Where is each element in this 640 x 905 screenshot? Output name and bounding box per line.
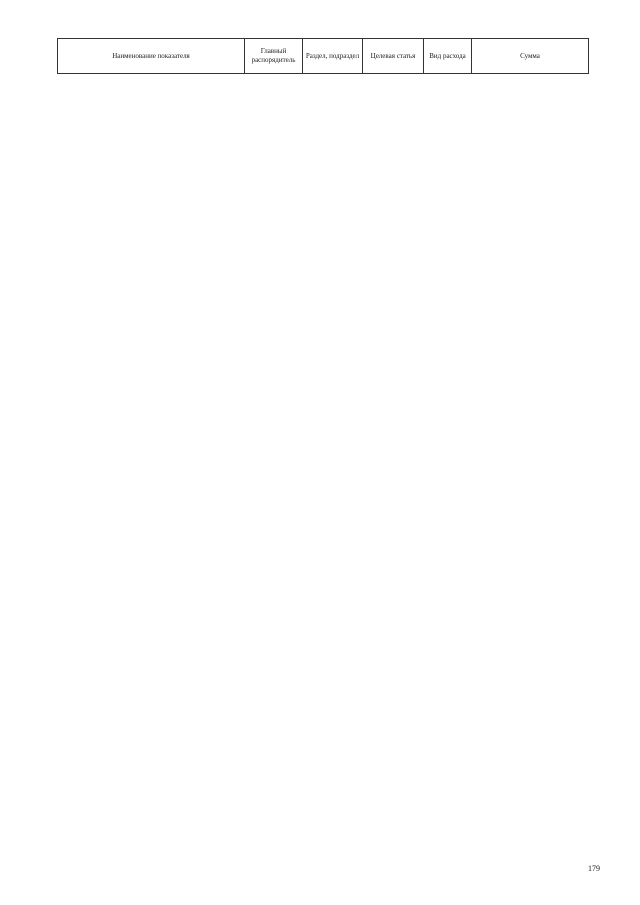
page-number: 179: [588, 864, 600, 873]
col-header-name: Наименование показателя: [58, 39, 245, 74]
col-header-section: Раздел, подраздел: [303, 39, 363, 74]
table-header-row: [58, 39, 589, 74]
budget-table: [57, 38, 589, 74]
col-header-sum: Сумма: [472, 39, 589, 74]
col-header-main-manager: Главный распорядитель: [245, 39, 303, 74]
col-header-expense-type: Вид расхода: [424, 39, 472, 74]
col-header-target: Целевая статья: [363, 39, 424, 74]
